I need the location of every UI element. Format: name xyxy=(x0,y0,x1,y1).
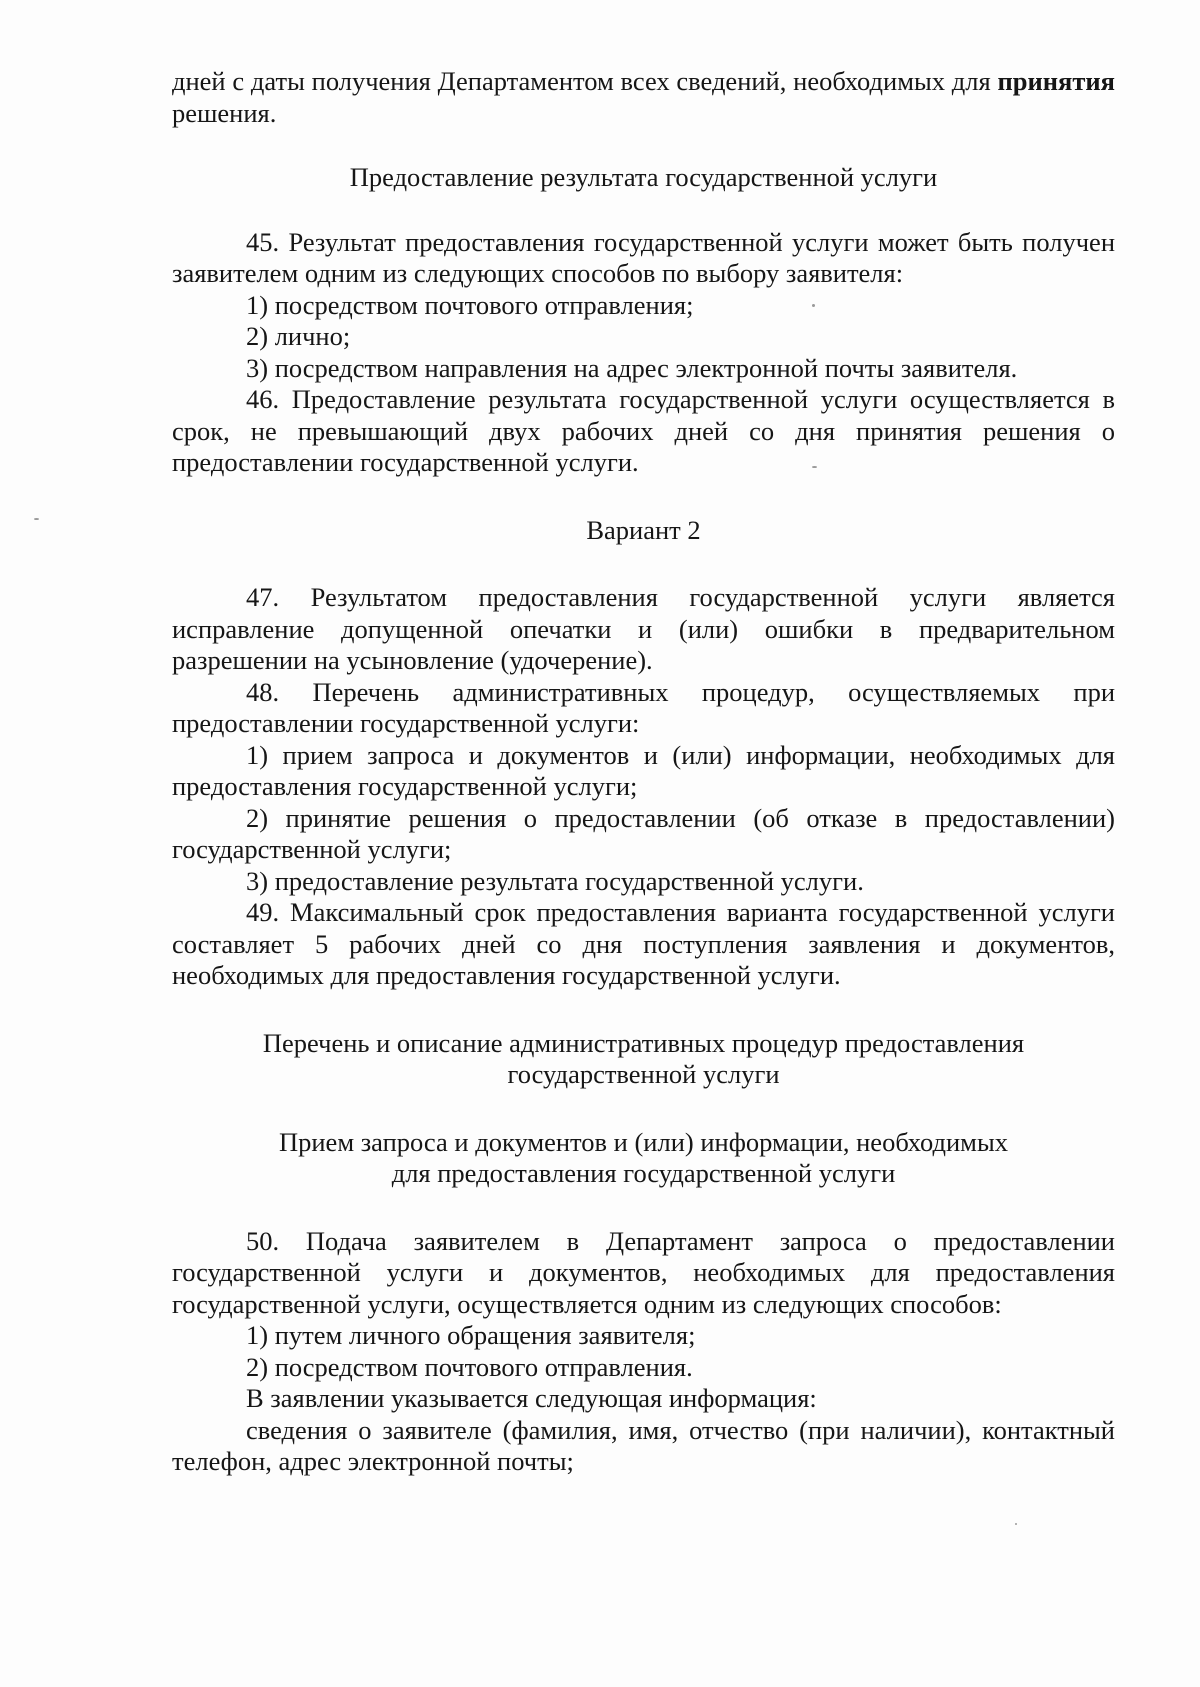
heading-result: Предоставление результата государственной услуги xyxy=(349,162,938,192)
paragraph-45-item-3: 3) посредством направления на адрес электронной почты заявителя. xyxy=(246,352,1018,383)
intro-paragraph xyxy=(172,66,1115,129)
paragraph-45-item-2: 2) лично; xyxy=(246,321,351,351)
paragraph-applicant-details: сведения о заявителе (фамилия, имя, отчество (при наличии), контактный телефон, адрес электронной почты; xyxy=(172,1414,1115,1476)
paragraph-48-item-2: 2) принятие решения о предоставлении (об отказе в предоставлении) государственной услуги; xyxy=(172,802,1115,864)
heading-procedures xyxy=(172,1028,1115,1091)
paragraph-50: 50. Подача заявителем в Департамент запроса о предоставлении государственной услуги и документов, необходимых для предоставления государственной услуги, осуществляется одним из следующих способов: xyxy=(172,1225,1115,1319)
heading-reception-line-1: Прием запроса и документов и (или) информации, необходимых xyxy=(278,1126,1009,1157)
spacer xyxy=(172,1091,1115,1127)
heading-reception-line-2: для предоставления государственной услуги xyxy=(391,1158,896,1188)
heading-variant-2: Вариант 2 xyxy=(586,514,701,545)
paragraph-46: 46. Предоставление результата государственной услуги осуществляется в срок, не превышающий двух рабочих дней со дня принятия решения о предоставлении государственной услуги. xyxy=(172,384,1115,477)
spacer xyxy=(172,479,1115,515)
paragraph-application-info: В заявлении указывается следующая информация: xyxy=(246,1383,817,1413)
paragraph-50-item-2: 2) посредством почтового отправления. xyxy=(246,1351,693,1382)
paragraph-48-item-1: 1) прием запроса и документов и (или) информации, необходимых для предоставления государственной услуги; xyxy=(172,739,1115,801)
intro-bold-word: принятия xyxy=(997,66,1115,96)
spacer xyxy=(172,546,1115,582)
paragraph-48: 48. Перечень административных процедур, осуществляемых при предоставлении государственной услуги: xyxy=(172,676,1115,738)
heading-procedures-line-2: государственной услуги xyxy=(507,1059,780,1089)
heading-reception xyxy=(172,1127,1115,1190)
paragraph-50-item-1: 1) путем личного обращения заявителя; xyxy=(246,1320,696,1350)
paragraph-49: 49. Максимальный срок предоставления варианта государственной услуги составляет 5 рабочих дней со дня поступления заявления и документов, необходимых для предоставления государственной услуги. xyxy=(172,897,1115,990)
paragraph-48-item-3: 3) предоставление результата государственной услуги. xyxy=(246,865,864,896)
paragraph-45-item-1: 1) посредством почтового отправления; xyxy=(246,289,694,320)
heading-procedures-line-1: Перечень и описание административных процедур предоставления xyxy=(262,1027,1025,1058)
intro-text-before: дней с даты получения Департаментом всех сведений, необходимых для xyxy=(172,66,998,96)
spacer xyxy=(172,129,1115,162)
intro-text-after: решения. xyxy=(172,97,277,128)
paragraph-45: 45. Результат предоставления государственной услуги может быть получен заявителем одним из следующих способов по выбору заявителя: xyxy=(172,226,1115,288)
paragraph-47: 47. Результатом предоставления государственной услуги является исправление допущенной опечатки и (или) ошибки в предварительном разрешении на усыновление (удочерение). xyxy=(172,582,1115,675)
scan-speck xyxy=(1015,1523,1017,1525)
spacer xyxy=(172,992,1115,1028)
spacer xyxy=(172,194,1115,227)
spacer xyxy=(172,1190,1115,1226)
document-body xyxy=(172,66,1115,1478)
scan-speck xyxy=(34,518,39,520)
